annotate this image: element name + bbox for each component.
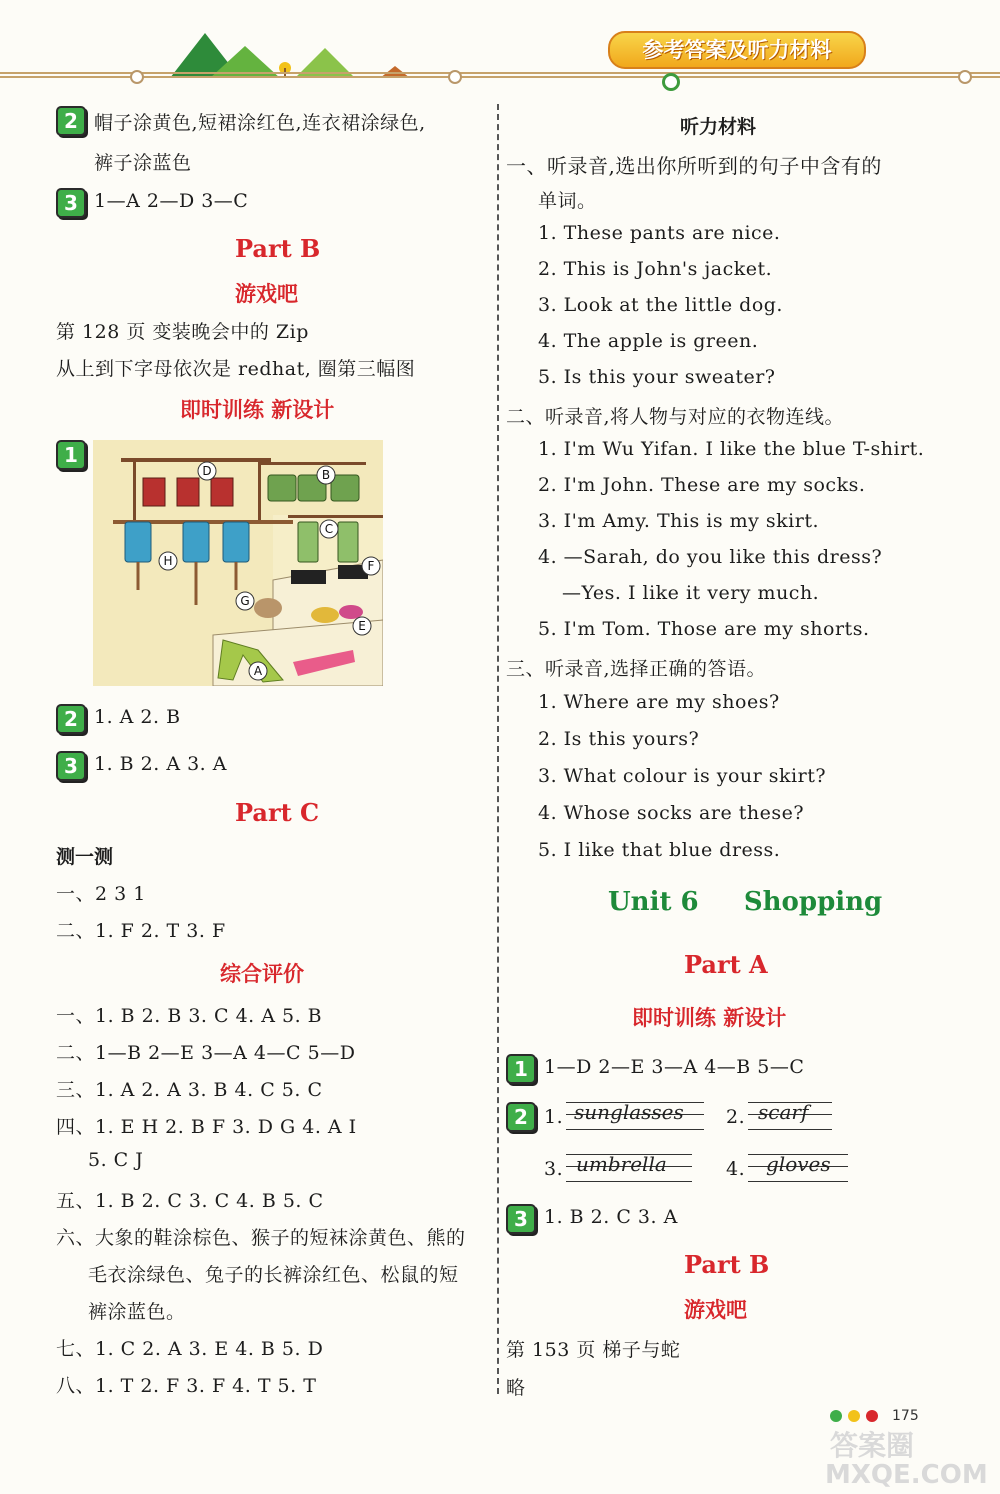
question-badge: 3 [56, 751, 86, 781]
part-c-heading: Part C [235, 798, 320, 827]
section1-item: 3. Look at the little dog. [538, 294, 783, 316]
section2-item: 2. I'm John. These are my socks. [538, 474, 866, 496]
handwritten-answer: gloves [766, 1152, 831, 1176]
question-badge: 2 [56, 704, 86, 734]
handwritten-answer: scarf [758, 1100, 809, 1124]
header-dot [130, 70, 144, 84]
footer-dots-icon [828, 1408, 888, 1424]
clothes-shop-illustration [93, 440, 383, 686]
section2-item: 1. I'm Wu Yifan. I like the blue T-shirt. [538, 438, 925, 460]
watermark-text: MXQE.COM [825, 1460, 988, 1490]
header-tag: 参考答案及听力材料 [608, 31, 866, 69]
training-heading: 即时训练 新设计 [632, 1005, 787, 1030]
section2-item: 5. I'm Tom. Those are my shorts. [538, 618, 870, 640]
figure-label: G [240, 594, 250, 608]
unit6-q1-answer: 1—D 2—E 3—A 4—B 5—C [544, 1056, 805, 1078]
test-line1: 一、2 3 1 [56, 883, 146, 905]
watermark-logo: 答案圈 [830, 1429, 915, 1462]
unit-title: Unit 6 Shopping [608, 887, 883, 917]
evaluation-line: 七、1. C 2. A 3. E 4. B 5. D [56, 1338, 324, 1360]
evaluation-line: 二、1—B 2—E 3—A 4—C 5—D [56, 1042, 356, 1064]
section1-item: 2. This is John's jacket. [538, 258, 773, 280]
section1-instruction: 一、听录音,选出你所听到的句子中含有的 [506, 154, 882, 178]
evaluation-line: 5. C J [88, 1149, 144, 1171]
write-number: 2. [726, 1106, 746, 1128]
figure-label: B [321, 468, 331, 482]
section2-item: 4. —Sarah, do you like this dress? [538, 546, 883, 568]
section2-item: 3. I'm Amy. This is my skirt. [538, 510, 820, 532]
part-a-heading: Part A [684, 950, 768, 979]
write-number: 4. [726, 1158, 746, 1180]
figure-label: H [163, 554, 173, 568]
listening-heading: 听力材料 [680, 116, 757, 138]
game-line2: 从上到下字母依次是 redhat, 圈第三幅图 [56, 358, 416, 380]
section3-item: 5. I like that blue dress. [538, 839, 781, 861]
section3-item: 3. What colour is your skirt? [538, 765, 827, 787]
game-heading: 游戏吧 [235, 281, 298, 306]
training-q2-answer: 1. A 2. B [94, 706, 181, 728]
section1-item: 1. These pants are nice. [538, 222, 781, 244]
header-dot [448, 70, 462, 84]
game-heading: 游戏吧 [684, 1297, 747, 1322]
question-badge: 2 [56, 106, 86, 136]
section3-item: 4. Whose socks are these? [538, 802, 805, 824]
figure-label: D [202, 464, 212, 478]
section3-item: 2. Is this yours? [538, 728, 700, 750]
q2-answer-line2: 裤子涂蓝色 [94, 152, 192, 174]
evaluation-heading: 综合评价 [220, 961, 304, 986]
evaluation-line: 毛衣涂绿色、兔子的长裤涂红色、松鼠的短 [88, 1264, 459, 1286]
write-number: 3. [544, 1158, 564, 1180]
handwritten-answer: umbrella [576, 1152, 667, 1176]
header-pin-icon [662, 73, 680, 91]
section1-instruction: 单词。 [538, 190, 597, 212]
section2-item: —Yes. I like it very much. [562, 582, 820, 604]
game-line1: 第 128 页 变装晚会中的 Zip [56, 321, 309, 343]
evaluation-line: 一、1. B 2. B 3. C 4. A 5. B [56, 1005, 323, 1027]
page-number: 175 [892, 1408, 919, 1424]
evaluation-line: 裤涂蓝色。 [88, 1301, 186, 1323]
column-divider [497, 104, 500, 1394]
question-badge: 3 [56, 188, 86, 218]
test-line2: 二、1. F 2. T 3. F [56, 920, 226, 942]
q3-answer: 1—A 2—D 3—C [94, 190, 249, 212]
test-heading: 测一测 [56, 846, 114, 868]
figure-label: A [253, 664, 263, 678]
game-line: 第 153 页 梯子与蛇 [506, 1339, 681, 1361]
question-badge: 3 [506, 1204, 536, 1234]
handwritten-answer: sunglasses [574, 1100, 684, 1124]
question-badge: 1 [56, 440, 86, 470]
section2-instruction: 二、听录音,将人物与对应的衣物连线。 [506, 406, 845, 428]
question-badge: 2 [506, 1102, 536, 1132]
part-b-heading: Part B [235, 234, 321, 263]
unit6-q3-answer: 1. B 2. C 3. A [544, 1206, 678, 1228]
write-number: 1. [544, 1106, 564, 1128]
section3-instruction: 三、听录音,选择正确的答语。 [506, 658, 767, 680]
section1-item: 5. Is this your sweater? [538, 366, 776, 388]
section3-item: 1. Where are my shoes? [538, 691, 780, 713]
figure-label: E [358, 619, 366, 633]
figure-label: F [367, 559, 375, 573]
training-q3-answer: 1. B 2. A 3. A [94, 753, 227, 775]
omitted-note: 略 [506, 1377, 526, 1399]
evaluation-line: 三、1. A 2. A 3. B 4. C 5. C [56, 1079, 323, 1101]
evaluation-line: 四、1. E H 2. B F 3. D G 4. A I [56, 1116, 357, 1138]
q2-answer-line1: 帽子涂黄色,短裙涂红色,连衣裙涂绿色, [94, 112, 426, 134]
header-rule [0, 72, 1000, 78]
question-badge: 1 [506, 1054, 536, 1084]
part-b-heading: Part B [684, 1250, 770, 1279]
figure-label: C [324, 522, 334, 536]
evaluation-line: 五、1. B 2. C 3. C 4. B 5. C [56, 1190, 324, 1212]
header-dot [958, 70, 972, 84]
section1-item: 4. The apple is green. [538, 330, 759, 352]
evaluation-line: 八、1. T 2. F 3. F 4. T 5. T [56, 1375, 317, 1397]
training-heading: 即时训练 新设计 [180, 397, 335, 422]
evaluation-line: 六、大象的鞋涂棕色、猴子的短袜涂黄色、熊的 [56, 1227, 466, 1249]
